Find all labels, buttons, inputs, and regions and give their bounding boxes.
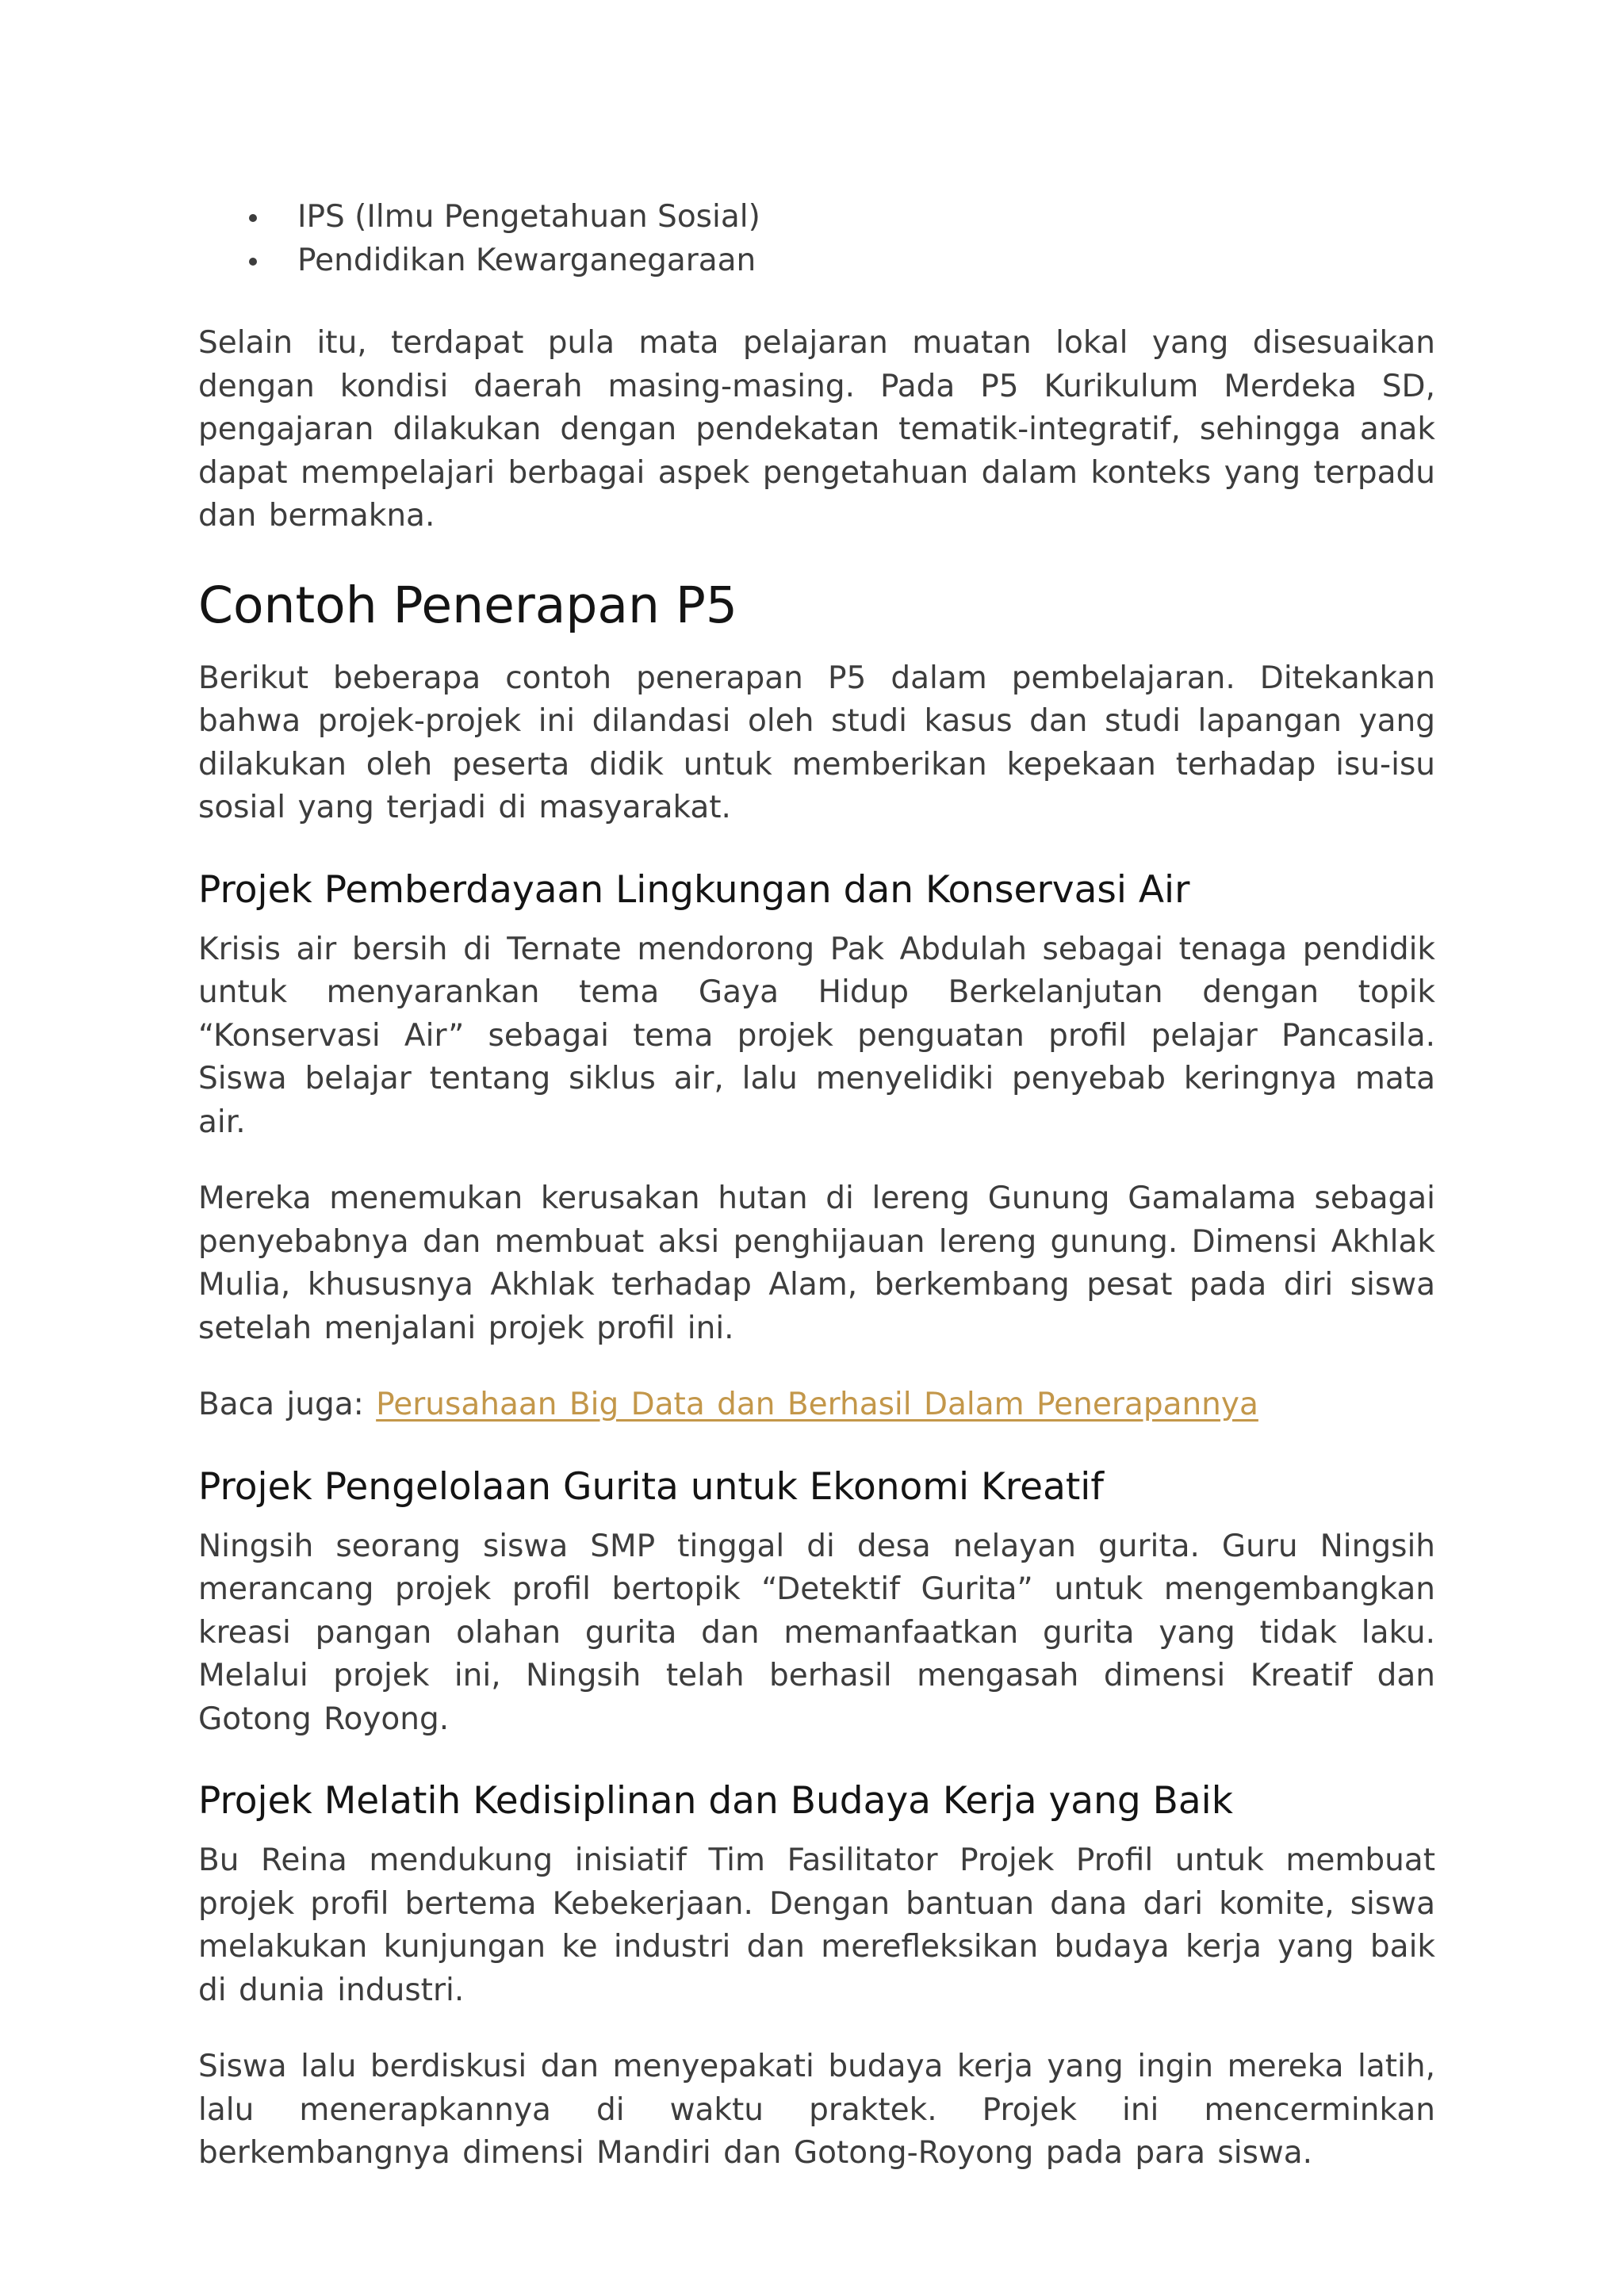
- list-item: [198, 239, 1435, 282]
- section-heading: Contoh Penerapan P5: [198, 576, 737, 634]
- read-also-link[interactable]: Perusahaan Big Data dan Berhasil Dalam Penerapannya: [376, 1387, 1258, 1422]
- list-item: [198, 195, 1435, 239]
- subject-list: [198, 195, 1435, 282]
- project3-heading: Projek Melatih Kedisiplinan dan Budaya Kerja yang Baik: [198, 1779, 1233, 1823]
- document-page: [198, 195, 1435, 2209]
- list-item-text: IPS (Ilmu Pengetahuan Sosial): [297, 199, 760, 235]
- project1-heading: Projek Pemberdayaan Lingkungan dan Konservasi Air: [198, 867, 1190, 912]
- read-also-label: Baca juga:: [198, 1387, 377, 1422]
- intro-paragraph: Selain itu, terdapat pula mata pelajaran muatan lokal yang disesuaikan dengan kondisi daerah masing-masing. Pada P5 Kurikulum Merdeka SD, pengajaran dilakukan dengan pendekatan tematik-integratif, sehingga anak dapat mempelajari berbagai aspek pengetahuan dalam konteks yang terpadu dan bermakna.: [198, 325, 1435, 534]
- project2-paragraph-1: Ningsih seorang siswa SMP tinggal di desa nelayan gurita. Guru Ningsih merancang projek profil bertopik “Detektif Gurita” untuk mengembangkan kreasi pangan olahan gurita dan memanfaatkan gurita yang tidak laku. Melalui projek ini, Ningsih telah berhasil mengasah dimensi Kreatif dan Gotong Royong.: [198, 1528, 1435, 1737]
- project2-heading: Projek Pengelolaan Gurita untuk Ekonomi Kreatif: [198, 1464, 1104, 1509]
- list-item-text: Pendidikan Kewarganegaraan: [297, 243, 756, 278]
- project1-paragraph-1: Krisis air bersih di Ternate mendorong Pak Abdulah sebagai tenaga pendidik untuk menyarankan tema Gaya Hidup Berkelanjutan dengan topik “Konservasi Air” sebagai tema projek penguatan profil pelajar Pancasila. Siswa belajar tentang siklus air, lalu menyelidiki penyebab keringnya mata air.: [198, 931, 1435, 1140]
- project3-paragraph-2: Siswa lalu berdiskusi dan menyepakati budaya kerja yang ingin mereka latih, lalu menerapkannya di waktu praktek. Projek ini mencerminkan berkembangnya dimensi Mandiri dan Gotong-Royong pada para siswa.: [198, 2049, 1435, 2171]
- read-also: [198, 1383, 1435, 1427]
- bullet-icon: [249, 214, 257, 222]
- bullet-icon: [249, 258, 257, 266]
- section-intro-paragraph: Berikut beberapa contoh penerapan P5 dalam pembelajaran. Ditekankan bahwa projek-projek ini dilandasi oleh studi kasus dan studi lapangan yang dilakukan oleh peserta didik untuk memberikan kepekaan terhadap isu-isu sosial yang terjadi di masyarakat.: [198, 660, 1435, 825]
- project3-paragraph-1: Bu Reina mendukung inisiatif Tim Fasilitator Projek Profil untuk membuat projek profil bertema Kebekerjaan. Dengan bantuan dana dari komite, siswa melakukan kunjungan ke industri dan merefleksikan budaya kerja yang baik di dunia industri.: [198, 1843, 1435, 2008]
- project1-paragraph-2: Mereka menemukan kerusakan hutan di lereng Gunung Gamalama sebagai penyebabnya dan membuat aksi penghijauan lereng gunung. Dimensi Akhlak Mulia, khususnya Akhlak terhadap Alam, berkembang pesat pada diri siswa setelah menjalani projek profil ini.: [198, 1181, 1435, 1346]
